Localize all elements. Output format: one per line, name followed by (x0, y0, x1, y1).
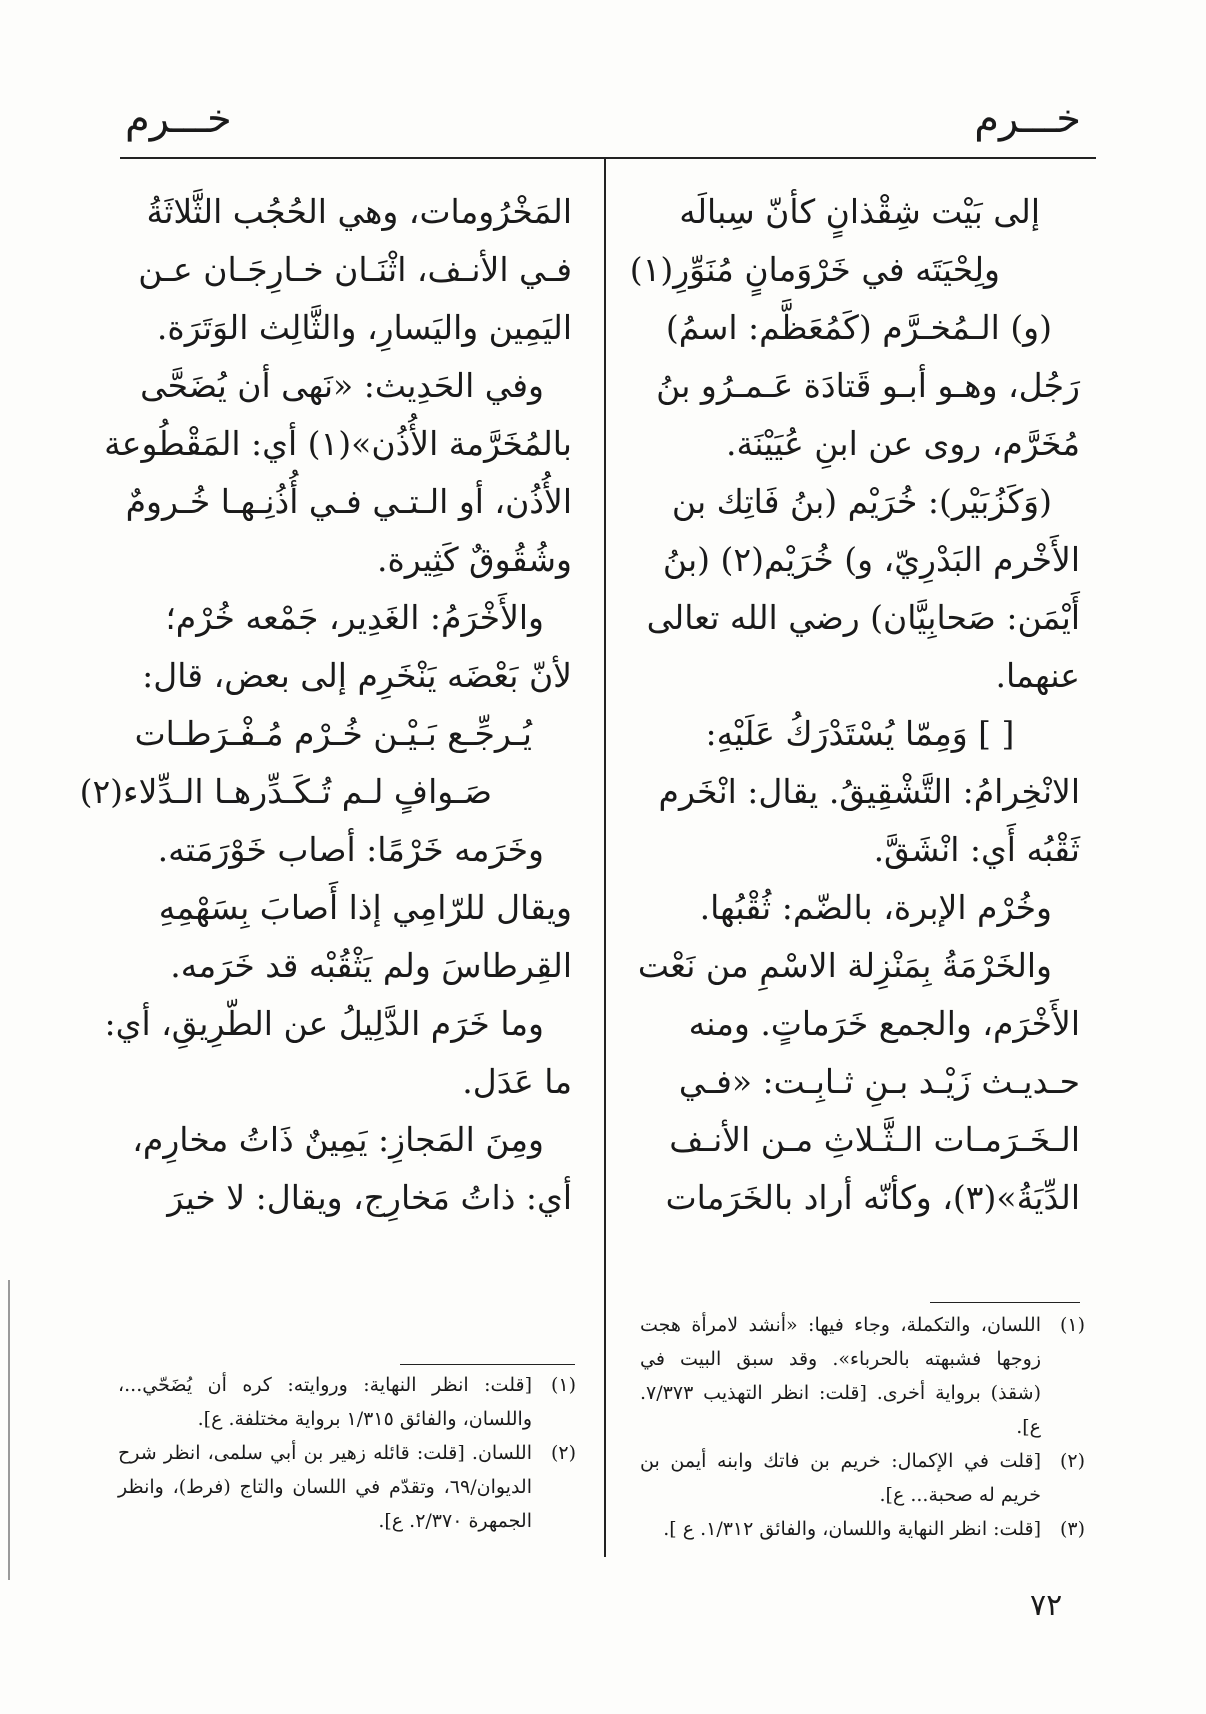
footnote-number: (٣) (1059, 1518, 1085, 1540)
footnote (118, 1368, 576, 1436)
text-line: المَخْرُومات، وهي الحُجُب الثَّلاثَةُ (146, 192, 572, 231)
text-line: بالمُخَرَّمة الأُذُن»(١) أي: المَقْطُوعة (104, 424, 572, 463)
column-divider (604, 157, 606, 1557)
text-line: اليَمِين واليَسارِ، والثَّالِث الوَتَرَة. (156, 308, 572, 347)
footnote-number: (٢) (550, 1442, 576, 1464)
text-line: الدِّيَةُ»(٣)، وكأنّه أراد بالخَرَمات (665, 1178, 1080, 1217)
footnote-number: (١) (550, 1374, 576, 1396)
verse-line: ولِحْيَتَه في خَرْوَمانٍ مُنَوِّرِ(١) (629, 250, 1000, 289)
verse-line: يُـرجِّـع بَـيْـن خُـرْم مُـفْـرَطـات (134, 714, 532, 753)
text-line: أَيْمَن: صَحابِيَّان) رضي الله تعالى (646, 598, 1080, 637)
text-line: الأَخْرم البَدْرِيّ، و) خُرَيْم(٢) (بنُ (662, 540, 1080, 579)
verse-line: صَـوافٍ لـم تُـكَـدِّرهـا الـدِّلاء(٢) (79, 772, 492, 811)
text-line: رَجُل، وهـو أبـو قَتادَة عَـمـرُو بنُ (656, 366, 1080, 405)
entry-line: وفي الحَدِيث: «نَهى أن يُضَحَّى (140, 366, 544, 405)
text-line: أي: ذاتُ مَخارِج، ويقال: لا خيرَ (167, 1178, 572, 1217)
scan-edge-mark (8, 1280, 10, 1580)
addendum-heading: [ ] وَمِمّا يُسْتَدْرَكُ عَلَيْهِ: (705, 714, 1015, 753)
text-line: فـي الأنـف، اثْنَـان خـارِجَـان عـن (138, 250, 572, 289)
entry-line: وخُرْم الإبرة، بالضّم: ثُقْبُها. (699, 888, 1052, 927)
entry-line: وخَرَمه خَرْمًا: أصاب خَوْرَمَته. (157, 830, 544, 869)
footnote-text: [قلت: انظر النهاية: وروايته: كره أن يُضَحّي...، واللسان، والفائق ١/٣١٥ برواية مختلفة. ع]. (118, 1374, 532, 1430)
running-head-left: خـــرم (125, 96, 232, 142)
footnote-rule-right (930, 1302, 1080, 1303)
entry-line: والخَرْمَةُ بِمَنْزِلة الاسْمِ من نَعْت (637, 946, 1052, 985)
text-line: الأُذُن، أو الـتـي فـي أُذُنِـهـا خُـرومٌ (125, 482, 572, 521)
footnote-number: (١) (1059, 1314, 1085, 1336)
left-column (79, 183, 572, 1227)
footnote-text: [قلت: انظر النهاية واللسان، والفائق ١/٣١٢. ع ]. (663, 1518, 1041, 1540)
page-number: ٧٢ (1030, 1588, 1063, 1623)
text-line: الانْخِرامُ: التَّشْقِيقُ. يقال: انْخَرم (658, 772, 1080, 811)
text-line: ما عَدَل. (462, 1062, 572, 1101)
header-rule (120, 157, 1096, 159)
footnote (640, 1512, 1085, 1546)
entry-line: (وَكَزُبَيْر): خُرَيْم (بنُ فَاتِك بن (671, 482, 1052, 521)
verse-line: إلى بَيْت شِقْذانٍ كأنّ سِبالَه (679, 192, 1040, 231)
footnote (640, 1444, 1085, 1512)
text-line: الـخَـرَمـات الـثَّـلاثِ مـن الأنـف (669, 1120, 1080, 1159)
text-line: لأنّ بَعْضَه يَنْخَرِم إلى بعض، قال: (142, 656, 572, 695)
footnote-text: [قلت في الإكمال: خريم بن فاتك وابنه أيمن بن خريم له صحبة... ع]. (640, 1450, 1041, 1506)
footnote-text: اللسان. [قلت: قائله زهير بن أبي سلمى، انظر شرح الديوان/٦٩، وتقدّم في اللسان والتاج (فرط)، وانظر الجمهرة ٢/٣٧٠. ع]. (118, 1442, 532, 1532)
footnote (640, 1308, 1085, 1444)
text-line: مُخَرَّم، روى عن ابنِ عُيَيْنَة. (726, 424, 1080, 463)
footnotes-left (118, 1368, 576, 1538)
text-line: عنهما. (995, 656, 1080, 695)
running-head-right: خـــرم (974, 96, 1081, 142)
right-column (629, 183, 1080, 1227)
text-line: الأَخْرَم، والجمع خَرَماتٍ. ومنه (688, 1004, 1080, 1043)
entry-line: (و) الـمُخـرَّم (كَمُعَظَّم: اسمُ) (665, 308, 1052, 347)
entry-line: والأَخْرَمُ: الغَدِير، جَمْعه خُرْم؛ (165, 598, 544, 637)
text-line: ثَقْبُه أَي: انْشَقَّ. (873, 830, 1080, 869)
footnote-number: (٢) (1059, 1450, 1085, 1472)
footnote-text: اللسان، والتكملة، وجاء فيها: «أنشد لامرأة هجت زوجها فشبهته بالحرباء». وقد سبق البيت في (شقذ) برواية أخرى. [قلت: انظر التهذيب ٧/٣٧٣. ع]. (640, 1314, 1041, 1438)
entry-line: وما خَرَم الدَّلِيلُ عن الطّرِيقِ، أي: (104, 1004, 544, 1043)
footnote (118, 1436, 576, 1538)
text-line: حـديـث زَيْـد بـنِ ثـابِـت: «فـي (678, 1062, 1080, 1101)
footnotes-right (640, 1308, 1085, 1546)
text-line: القِرطاسَ ولم يَثْقُبْه قد خَرَمه. (170, 946, 572, 985)
text-line: ويقال للرّامِي إذا أَصابَ بِسَهْمِهِ (158, 888, 572, 927)
text-line: وشُقُوقٌ كَثِيرة. (376, 540, 572, 579)
footnote-rule-left (400, 1364, 575, 1365)
entry-line: ومِنَ المَجازِ: يَمِينٌ ذَاتُ مخارِم، (132, 1120, 544, 1159)
